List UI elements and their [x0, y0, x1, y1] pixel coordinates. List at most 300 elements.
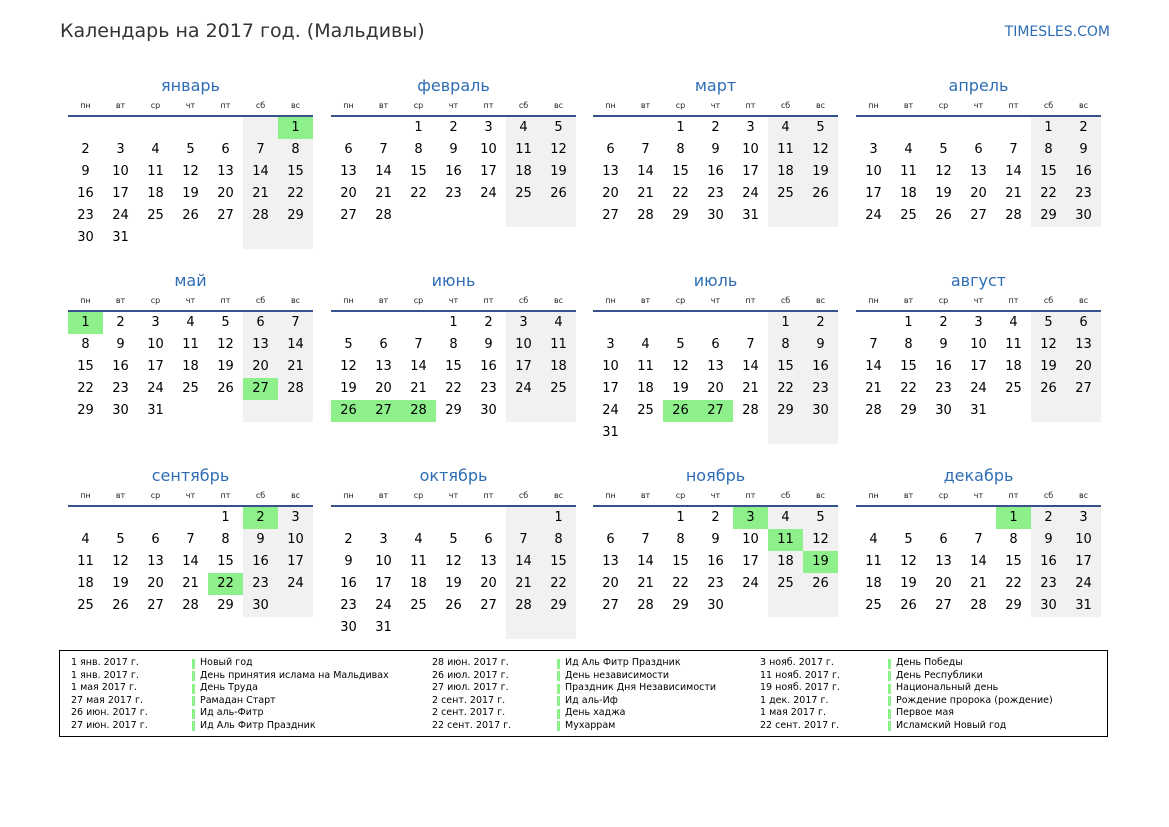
day-cell: 29: [217, 598, 234, 613]
weekday-label: чт: [973, 296, 984, 305]
day-cell: 16: [803, 356, 838, 378]
holiday-day-cell: 28: [401, 400, 436, 422]
day-cell: 24: [375, 598, 392, 613]
day-cell: 3: [974, 315, 983, 330]
empty-day-cell: [628, 507, 663, 529]
weekday-label: пн: [605, 491, 616, 500]
day-cell: 9: [344, 554, 353, 569]
weekday-label: сб: [255, 101, 266, 110]
day-cell: 20: [340, 186, 357, 201]
day-cell: 4: [768, 117, 803, 139]
day-cell: 14: [637, 164, 654, 179]
day-cell: 26: [803, 573, 838, 595]
day-cell: 9: [803, 334, 838, 356]
holiday-name: День Республики: [896, 669, 983, 681]
weekday-label: вс: [1078, 491, 1089, 500]
weekday-label: вт: [640, 296, 651, 305]
day-cell: 6: [151, 532, 160, 547]
day-cell: 18: [865, 576, 882, 591]
empty-day-cell: [733, 595, 768, 617]
weekday-label: пн: [80, 491, 91, 500]
day-cell: 16: [707, 554, 724, 569]
day-cell: 13: [480, 554, 497, 569]
holiday-name: Исламский Новый год: [896, 719, 1007, 731]
day-cell: 27: [1066, 378, 1101, 400]
day-cell: 2: [1031, 507, 1066, 529]
day-cell: 2: [711, 120, 720, 135]
day-cell: 31: [375, 620, 392, 635]
month-calendar: [593, 74, 838, 227]
day-cell: 3: [278, 507, 313, 529]
empty-day-cell: [243, 400, 278, 422]
weekday-label: ср: [938, 101, 949, 110]
site-link[interactable]: TIMESLES.COM: [1004, 24, 1110, 40]
empty-day-cell: [331, 507, 366, 529]
day-cell: 5: [939, 142, 948, 157]
day-cell: 7: [186, 532, 195, 547]
day-cell: 11: [541, 334, 576, 356]
holiday-day-cell: 27: [243, 378, 278, 400]
day-cell: 7: [506, 529, 541, 551]
month-name: июнь: [431, 271, 476, 290]
empty-day-cell: [628, 312, 663, 334]
day-cell: 25: [768, 573, 803, 595]
empty-day-cell: [436, 617, 471, 639]
day-cell: 20: [602, 186, 619, 201]
day-cell: 5: [186, 142, 195, 157]
day-cell: 15: [768, 356, 803, 378]
holiday-name: Ид аль-Фитр: [200, 707, 264, 719]
holiday-name: Ид Аль Фитр Праздник: [565, 657, 681, 668]
weekday-label: сб: [518, 296, 529, 305]
day-cell: 24: [147, 381, 164, 396]
day-cell: 10: [147, 337, 164, 352]
day-cell: 17: [742, 164, 759, 179]
holiday-day-cell: 11: [768, 529, 803, 551]
day-cell: 8: [676, 142, 685, 157]
day-cell: 12: [1031, 334, 1066, 356]
weekday-label: пн: [80, 296, 91, 305]
day-cell: 13: [602, 554, 619, 569]
day-cell: 9: [116, 337, 125, 352]
day-cell: 3: [746, 120, 755, 135]
weekday-label: чт: [185, 101, 196, 110]
month-name: апрель: [948, 76, 1009, 95]
day-cell: 11: [1005, 337, 1022, 352]
day-cell: 2: [81, 142, 90, 157]
holiday-date: 1 янв. 2017 г.: [71, 669, 139, 681]
day-cell: 18: [410, 576, 427, 591]
month-calendar: [593, 269, 838, 444]
day-cell: 20: [217, 186, 234, 201]
month-calendar: [856, 269, 1101, 422]
weekday-label: сб: [255, 491, 266, 500]
day-cell: 5: [1031, 312, 1066, 334]
weekday-label: вс: [815, 296, 826, 305]
weekday-label: сб: [518, 101, 529, 110]
day-cell: 29: [672, 598, 689, 613]
day-cell: 2: [449, 120, 458, 135]
day-cell: 29: [77, 403, 94, 418]
holiday-day-cell: 27: [366, 400, 401, 422]
empty-day-cell: [541, 400, 576, 422]
weekday-label: чт: [710, 491, 721, 500]
day-cell: 22: [672, 576, 689, 591]
weekday-label: пт: [483, 296, 494, 305]
weekday-header: [331, 487, 576, 507]
day-grid: [68, 507, 313, 617]
day-cell: 12: [935, 164, 952, 179]
weekday-label: пн: [868, 491, 879, 500]
day-cell: 12: [340, 359, 357, 374]
day-cell: 4: [904, 142, 913, 157]
holiday-date: 2 сент. 2017 г.: [432, 694, 506, 706]
month-calendar: [331, 74, 576, 227]
month-name: январь: [161, 76, 220, 95]
day-cell: 8: [414, 142, 423, 157]
weekday-label: вс: [290, 491, 301, 500]
day-cell: 21: [742, 381, 759, 396]
day-cell: 14: [970, 554, 987, 569]
day-cell: 16: [1031, 551, 1066, 573]
day-cell: 31: [1066, 595, 1101, 617]
empty-day-cell: [138, 117, 173, 139]
day-cell: 17: [742, 554, 759, 569]
day-cell: 11: [900, 164, 917, 179]
month-calendar: [593, 464, 838, 617]
day-cell: 9: [449, 142, 458, 157]
day-cell: 7: [869, 337, 878, 352]
day-grid: [856, 117, 1101, 227]
weekday-label: ср: [413, 101, 424, 110]
empty-day-cell: [68, 507, 103, 529]
empty-day-cell: [138, 507, 173, 529]
holiday-name: День хаджа: [565, 707, 626, 719]
empty-day-cell: [103, 117, 138, 139]
weekday-label: вт: [378, 296, 389, 305]
weekday-label: пт: [483, 491, 494, 500]
weekday-label: вт: [640, 491, 651, 500]
day-cell: 23: [112, 381, 129, 396]
day-cell: 6: [484, 532, 493, 547]
day-cell: 16: [935, 359, 952, 374]
day-cell: 25: [541, 378, 576, 400]
day-cell: 26: [900, 598, 917, 613]
weekday-header: [593, 292, 838, 312]
day-cell: 31: [112, 230, 129, 245]
day-cell: 12: [445, 554, 462, 569]
day-cell: 23: [1031, 573, 1066, 595]
day-cell: 5: [541, 117, 576, 139]
holiday-color-marker: [888, 721, 891, 731]
weekday-label: сб: [255, 296, 266, 305]
holiday-date: 1 янв. 2017 г.: [71, 657, 139, 668]
weekday-label: ср: [675, 296, 686, 305]
day-cell: 30: [707, 208, 724, 223]
day-cell: 15: [410, 164, 427, 179]
day-cell: 1: [768, 312, 803, 334]
day-cell: 1: [541, 507, 576, 529]
month-calendar: [856, 74, 1101, 227]
day-cell: 2: [939, 315, 948, 330]
day-cell: 5: [116, 532, 125, 547]
day-cell: 18: [541, 356, 576, 378]
weekday-label: пн: [605, 296, 616, 305]
empty-day-cell: [891, 117, 926, 139]
day-cell: 30: [243, 595, 278, 617]
weekday-label: чт: [448, 296, 459, 305]
day-cell: 5: [803, 507, 838, 529]
day-cell: 18: [182, 359, 199, 374]
holiday-day-cell: 26: [331, 400, 366, 422]
day-cell: 28: [506, 595, 541, 617]
day-cell: 26: [182, 208, 199, 223]
day-cell: 25: [147, 208, 164, 223]
day-cell: 26: [112, 598, 129, 613]
empty-day-cell: [208, 117, 243, 139]
holiday-name: Мухаррам: [565, 719, 616, 731]
holiday-day-cell: 19: [803, 551, 838, 573]
day-cell: 19: [1031, 356, 1066, 378]
day-cell: 12: [541, 139, 576, 161]
weekday-label: ср: [938, 491, 949, 500]
month-calendar: [331, 464, 576, 639]
day-cell: 29: [900, 403, 917, 418]
day-cell: 13: [602, 164, 619, 179]
day-grid: [331, 117, 576, 227]
day-cell: 6: [379, 337, 388, 352]
day-cell: 19: [112, 576, 129, 591]
legend-row: [60, 657, 1100, 670]
day-cell: 9: [243, 529, 278, 551]
day-cell: 24: [742, 186, 759, 201]
day-cell: 7: [641, 142, 650, 157]
legend-row: [60, 707, 1100, 720]
day-cell: 27: [217, 208, 234, 223]
empty-day-cell: [663, 422, 698, 444]
day-cell: 4: [186, 315, 195, 330]
day-cell: 30: [935, 403, 952, 418]
weekday-label: пт: [1008, 101, 1019, 110]
day-cell: 26: [541, 183, 576, 205]
weekday-label: сб: [1043, 101, 1054, 110]
day-cell: 4: [541, 312, 576, 334]
empty-day-cell: [103, 507, 138, 529]
empty-day-cell: [366, 507, 401, 529]
day-cell: 28: [375, 208, 392, 223]
day-cell: 25: [77, 598, 94, 613]
empty-day-cell: [506, 617, 541, 639]
empty-day-cell: [243, 227, 278, 249]
day-cell: 13: [707, 359, 724, 374]
empty-day-cell: [401, 617, 436, 639]
day-cell: 19: [672, 381, 689, 396]
weekday-label: сб: [780, 101, 791, 110]
holiday-date: 1 мая 2017 г.: [71, 682, 137, 694]
holiday-color-marker: [888, 696, 891, 706]
day-cell: 24: [602, 403, 619, 418]
holiday-color-marker: [888, 709, 891, 719]
empty-day-cell: [891, 507, 926, 529]
empty-day-cell: [1031, 400, 1066, 422]
holiday-day-cell: 1: [68, 312, 103, 334]
weekday-label: пн: [343, 101, 354, 110]
weekday-header: [593, 97, 838, 117]
holiday-date: 28 июн. 2017 г.: [432, 657, 509, 668]
weekday-label: пт: [745, 296, 756, 305]
empty-day-cell: [401, 507, 436, 529]
day-cell: 31: [742, 208, 759, 223]
day-cell: 19: [900, 576, 917, 591]
weekday-label: пн: [343, 491, 354, 500]
day-cell: 21: [865, 381, 882, 396]
empty-day-cell: [996, 117, 1031, 139]
day-cell: 27: [935, 598, 952, 613]
day-cell: 6: [606, 142, 615, 157]
day-cell: 14: [410, 359, 427, 374]
empty-day-cell: [698, 422, 733, 444]
day-cell: 28: [637, 598, 654, 613]
day-cell: 14: [865, 359, 882, 374]
day-cell: 1: [904, 315, 913, 330]
weekday-label: вт: [115, 296, 126, 305]
month-name: февраль: [417, 76, 490, 95]
day-cell: 10: [970, 337, 987, 352]
day-cell: 23: [707, 186, 724, 201]
day-grid: [331, 507, 576, 639]
weekday-header: [68, 487, 313, 507]
holiday-name: День принятия ислама на Мальдивах: [200, 669, 389, 681]
holiday-legend: [59, 650, 1108, 737]
day-cell: 15: [672, 554, 689, 569]
empty-day-cell: [331, 312, 366, 334]
day-cell: 27: [480, 598, 497, 613]
day-cell: 18: [768, 161, 803, 183]
empty-day-cell: [768, 595, 803, 617]
empty-day-cell: [628, 117, 663, 139]
empty-day-cell: [278, 400, 313, 422]
weekday-label: ср: [150, 101, 161, 110]
empty-day-cell: [593, 507, 628, 529]
day-cell: 16: [112, 359, 129, 374]
empty-day-cell: [926, 117, 961, 139]
weekday-label: чт: [185, 296, 196, 305]
empty-day-cell: [856, 312, 891, 334]
day-cell: 12: [672, 359, 689, 374]
page-title: Календарь на 2017 год. (Мальдивы): [60, 20, 425, 42]
day-cell: 15: [217, 554, 234, 569]
weekday-label: сб: [780, 491, 791, 500]
day-cell: 3: [1066, 507, 1101, 529]
weekday-header: [68, 292, 313, 312]
day-cell: 30: [77, 230, 94, 245]
holiday-date: 3 нояб. 2017 г.: [760, 657, 834, 668]
weekday-label: ср: [150, 491, 161, 500]
empty-day-cell: [1066, 400, 1101, 422]
day-cell: 19: [182, 186, 199, 201]
day-cell: 20: [602, 576, 619, 591]
empty-day-cell: [628, 422, 663, 444]
day-cell: 5: [904, 532, 913, 547]
day-cell: 17: [278, 551, 313, 573]
day-cell: 28: [182, 598, 199, 613]
day-cell: 6: [344, 142, 353, 157]
day-cell: 21: [637, 186, 654, 201]
weekday-label: пт: [220, 491, 231, 500]
day-cell: 21: [1005, 186, 1022, 201]
day-cell: 23: [77, 208, 94, 223]
day-cell: 11: [182, 337, 199, 352]
day-cell: 25: [900, 208, 917, 223]
day-cell: 17: [147, 359, 164, 374]
day-cell: 10: [278, 529, 313, 551]
day-cell: 30: [480, 403, 497, 418]
day-cell: 22: [768, 378, 803, 400]
day-cell: 1: [221, 510, 230, 525]
day-cell: 3: [116, 142, 125, 157]
weekday-label: сб: [1043, 296, 1054, 305]
day-cell: 6: [243, 312, 278, 334]
empty-day-cell: [506, 400, 541, 422]
empty-day-cell: [436, 507, 471, 529]
holiday-color-marker: [888, 684, 891, 694]
weekday-label: чт: [185, 491, 196, 500]
day-cell: 16: [480, 359, 497, 374]
day-cell: 11: [637, 359, 654, 374]
weekday-label: вс: [1078, 296, 1089, 305]
day-cell: 10: [480, 142, 497, 157]
empty-day-cell: [506, 507, 541, 529]
day-cell: 20: [970, 186, 987, 201]
day-cell: 16: [1066, 161, 1101, 183]
holiday-name: День Труда: [200, 682, 258, 694]
weekday-label: вт: [115, 101, 126, 110]
day-cell: 13: [1066, 334, 1101, 356]
weekday-label: вт: [378, 101, 389, 110]
empty-day-cell: [68, 117, 103, 139]
month-name: декабрь: [943, 466, 1014, 485]
weekday-label: чт: [973, 491, 984, 500]
weekday-label: вт: [115, 491, 126, 500]
day-cell: 22: [410, 186, 427, 201]
day-cell: 8: [1031, 139, 1066, 161]
holiday-day-cell: 3: [733, 507, 768, 529]
day-cell: 9: [484, 337, 493, 352]
day-cell: 2: [1066, 117, 1101, 139]
month-name: октябрь: [419, 466, 488, 485]
day-cell: 15: [445, 359, 462, 374]
day-cell: 22: [541, 573, 576, 595]
day-cell: 30: [112, 403, 129, 418]
day-cell: 31: [970, 403, 987, 418]
day-cell: 1: [414, 120, 423, 135]
empty-day-cell: [471, 205, 506, 227]
holiday-day-cell: 26: [663, 400, 698, 422]
day-grid: [593, 117, 838, 227]
day-cell: 15: [900, 359, 917, 374]
day-cell: 16: [445, 164, 462, 179]
day-cell: 4: [641, 337, 650, 352]
weekday-header: [856, 487, 1101, 507]
day-cell: 21: [970, 576, 987, 591]
day-cell: 16: [243, 551, 278, 573]
holiday-day-cell: 2: [243, 507, 278, 529]
holiday-date: 27 июн. 2017 г.: [71, 719, 148, 731]
weekday-label: вт: [378, 491, 389, 500]
day-cell: 16: [340, 576, 357, 591]
day-cell: 8: [768, 334, 803, 356]
day-cell: 10: [742, 142, 759, 157]
